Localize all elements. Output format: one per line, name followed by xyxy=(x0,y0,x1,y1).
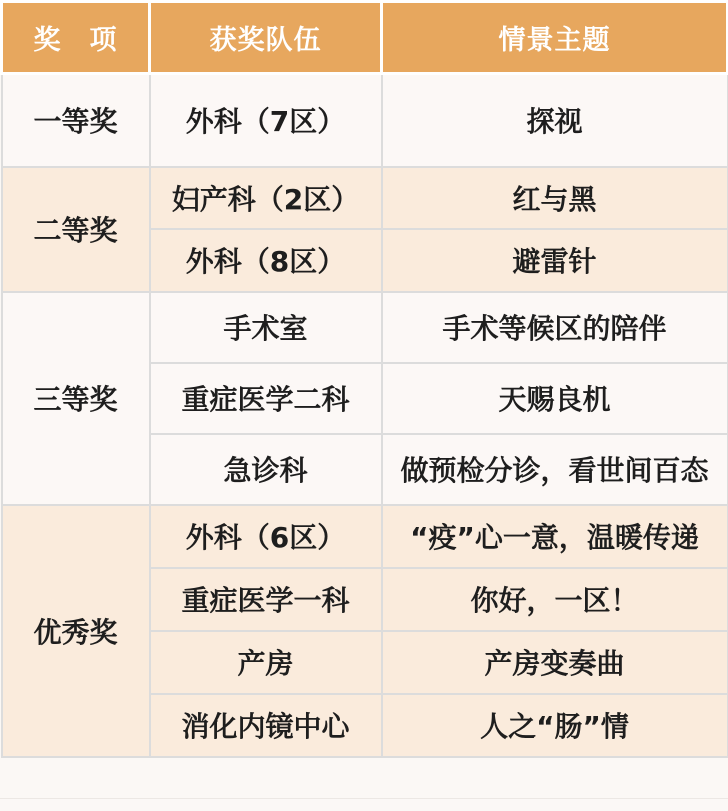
theme-cell: 探视 xyxy=(382,74,728,167)
team-cell: 重症医学二科 xyxy=(150,363,382,434)
table-row xyxy=(2,292,728,363)
team-cell: 重症医学一科 xyxy=(150,568,382,631)
award-cell-second-prize: 二等奖 xyxy=(2,167,150,292)
table-row xyxy=(2,167,728,229)
table-row xyxy=(2,74,728,167)
team-cell: 急诊科 xyxy=(150,434,382,505)
team-cell: 外科（7区） xyxy=(150,74,382,167)
theme-cell: “疫”心一意，温暖传递 xyxy=(382,505,728,568)
header-theme-column: 情景主题 xyxy=(382,2,728,74)
theme-cell: 人之“肠”情 xyxy=(382,694,728,757)
team-cell: 外科（8区） xyxy=(150,229,382,292)
header-team-column: 获奖队伍 xyxy=(150,2,382,74)
award-cell-excellence-prize: 优秀奖 xyxy=(2,505,150,757)
award-cell-third-prize: 三等奖 xyxy=(2,292,150,505)
header-award-column: 奖 项 xyxy=(2,2,150,74)
table-row xyxy=(2,505,728,568)
team-cell: 外科（6区） xyxy=(150,505,382,568)
theme-cell: 产房变奏曲 xyxy=(382,631,728,694)
award-cell-first-prize: 一等奖 xyxy=(2,74,150,167)
table-header-row xyxy=(2,2,728,74)
bottom-margin-strip xyxy=(0,798,728,811)
team-cell: 消化内镜中心 xyxy=(150,694,382,757)
theme-cell: 红与黑 xyxy=(382,167,728,229)
theme-cell: 天赐良机 xyxy=(382,363,728,434)
theme-cell: 你好，一区！ xyxy=(382,568,728,631)
theme-cell: 避雷针 xyxy=(382,229,728,292)
team-cell: 妇产科（2区） xyxy=(150,167,382,229)
team-cell: 产房 xyxy=(150,631,382,694)
team-cell: 手术室 xyxy=(150,292,382,363)
theme-cell: 手术等候区的陪伴 xyxy=(382,292,728,363)
theme-cell: 做预检分诊，看世间百态 xyxy=(382,434,728,505)
